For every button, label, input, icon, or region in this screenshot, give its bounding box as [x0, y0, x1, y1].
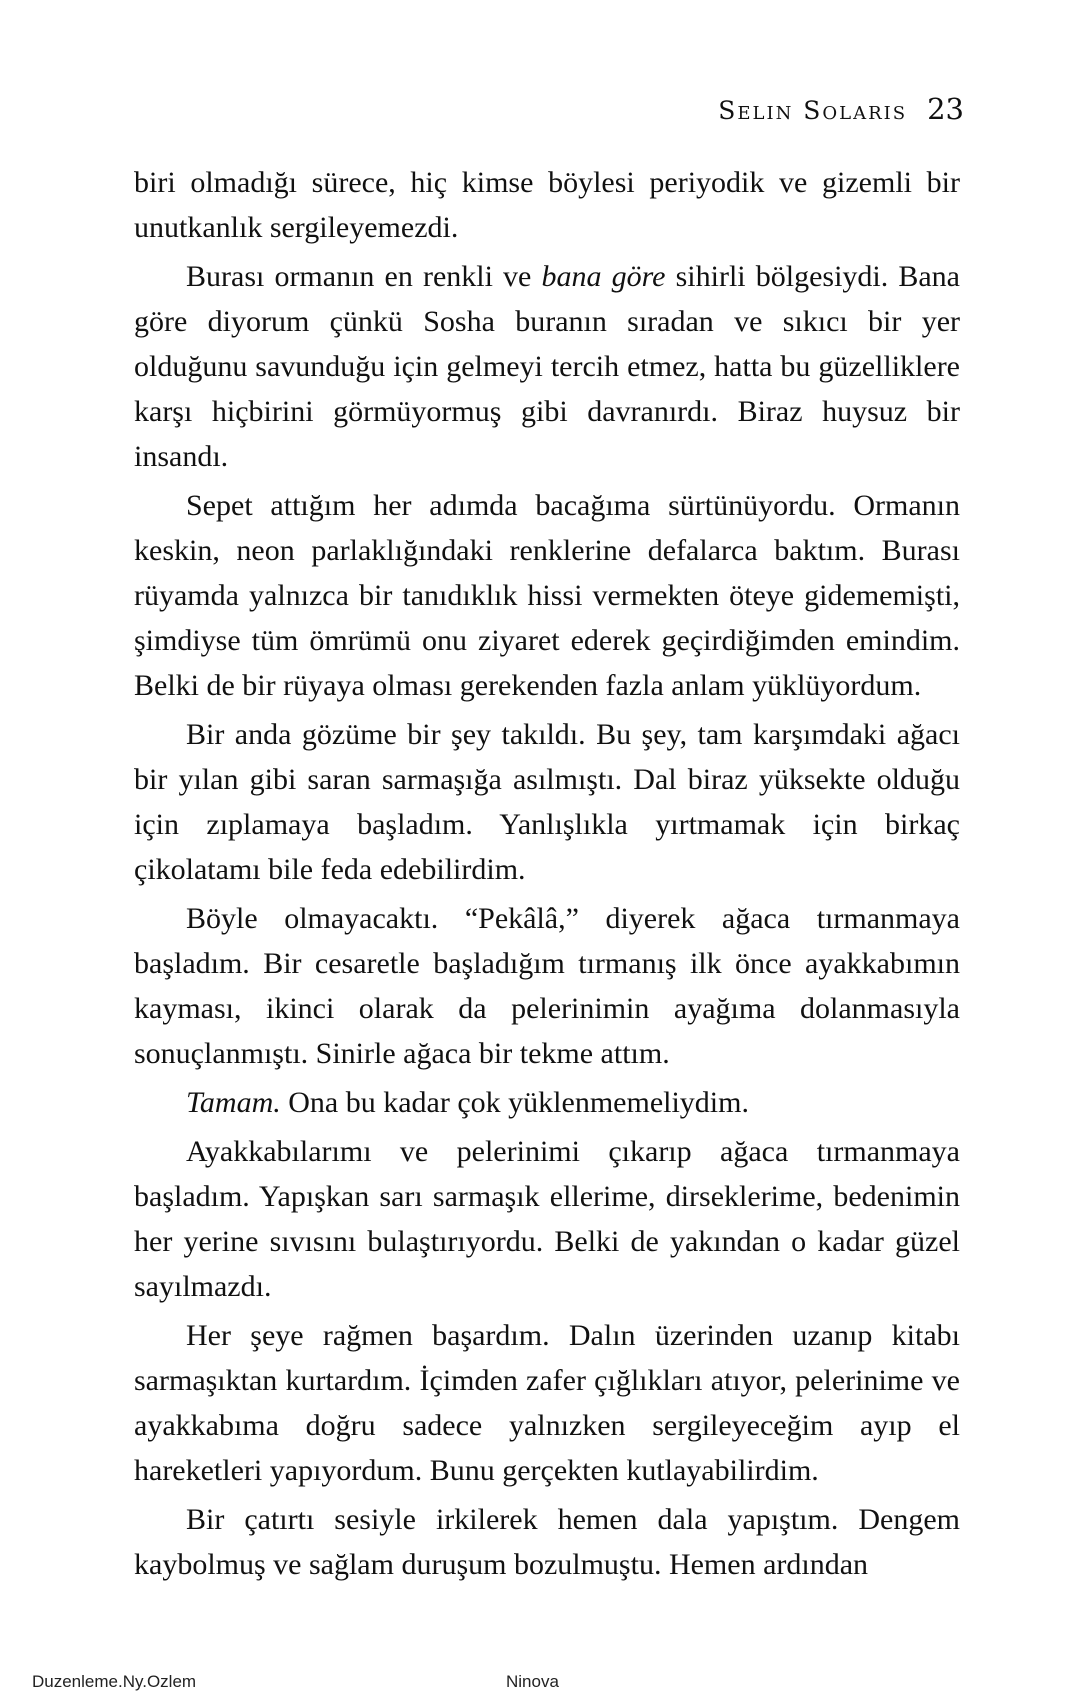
page-number: 23	[927, 92, 964, 126]
emphasis-text: bana göre	[541, 260, 666, 293]
paragraph: Bir anda gözüme bir şey takıldı. Bu şey, tam karşımdaki ağacı bir yılan gibi saran sarmaşığa asılmıştı. Dal biraz yüksekte olduğu için zıplamaya başladım. Yanlışlıkla yırtmamak için birkaç çikolatamı bile feda edebilirdim.	[134, 718, 960, 886]
paragraph: Her şeye rağmen başardım. Dalın üzerinden uzanıp kitabı sarmaşıktan kurtardım. İçimden zafer çığlıkları atıyor, pelerinime ve ayakkabıma doğru sadece yalnızken sergileyeceğim ayıp el hareketleri yapıyordum. Bunu gerçekten kutlayabilirdim.	[134, 1319, 960, 1487]
page-header	[718, 92, 964, 126]
paragraph	[134, 1080, 960, 1125]
body-text	[134, 160, 960, 1591]
paragraph: Bir çatırtı sesiyle irkilerek hemen dala yapıştım. Dengem kaybolmuş ve sağlam duruşum bozulmuştu. Hemen ardından	[134, 1503, 960, 1581]
running-title: Selin Solaris	[718, 96, 908, 125]
emphasis-text: Tamam.	[186, 1086, 281, 1119]
footer-credit: Duzenleme.Ny.Ozlem	[32, 1672, 197, 1691]
paragraph-text: Burası ormanın en renkli ve	[186, 260, 542, 293]
paragraph	[134, 254, 960, 479]
paragraph: biri olmadığı sürece, hiç kimse böylesi periyodik ve gizemli bir unutkanlık sergileyemezdi.	[134, 166, 960, 244]
paragraph: Böyle olmayacaktı. “Pekâlâ,” diyerek ağaca tırmanmaya başladım. Bir cesaretle başladığım tırmanış ilk önce ayakkabımın kayması, ikinci olarak da pelerinimin ayağıma dolanmasıyla sonuçlanmıştı. Sinirle ağaca bir tekme attım.	[134, 902, 960, 1070]
paragraph: Sepet attığım her adımda bacağıma sürtünüyordu. Ormanın keskin, neon parlaklığındaki renklerine defalarca baktım. Burası rüyamda yalnızca bir tanıdıklık hissi vermekten öteye gidememişti, şimdiyse tüm ömrümü onu ziyaret ederek geçirdiğimden emindim. Belki de bir rüyaya olması gerekenden fazla anlam yüklüyordum.	[134, 489, 960, 702]
paragraph: Ayakkabılarımı ve pelerinimi çıkarıp ağaca tırmanmaya başladım. Yapışkan sarı sarmaşık ellerime, dirseklerime, bedenimin her yerine sıvısını bulaştırıyordu. Belki de yakından o kadar güzel sayılmazdı.	[134, 1135, 960, 1303]
paragraph-text: Ona bu kadar çok yüklenmemeliydim.	[280, 1086, 749, 1119]
paragraph-text: sihirli bölgesiydi. Bana göre diyorum çünkü Sosha buranın sıradan ve sıkıcı bir yer olduğunu savunduğu için gelmeyi tercih etmez, hatta bu güzelliklere karşı hiçbirini görmüyormuş gibi davranırdı. Biraz huysuz bir insandı.	[134, 260, 960, 473]
footer-publisher: Ninova	[506, 1672, 559, 1691]
